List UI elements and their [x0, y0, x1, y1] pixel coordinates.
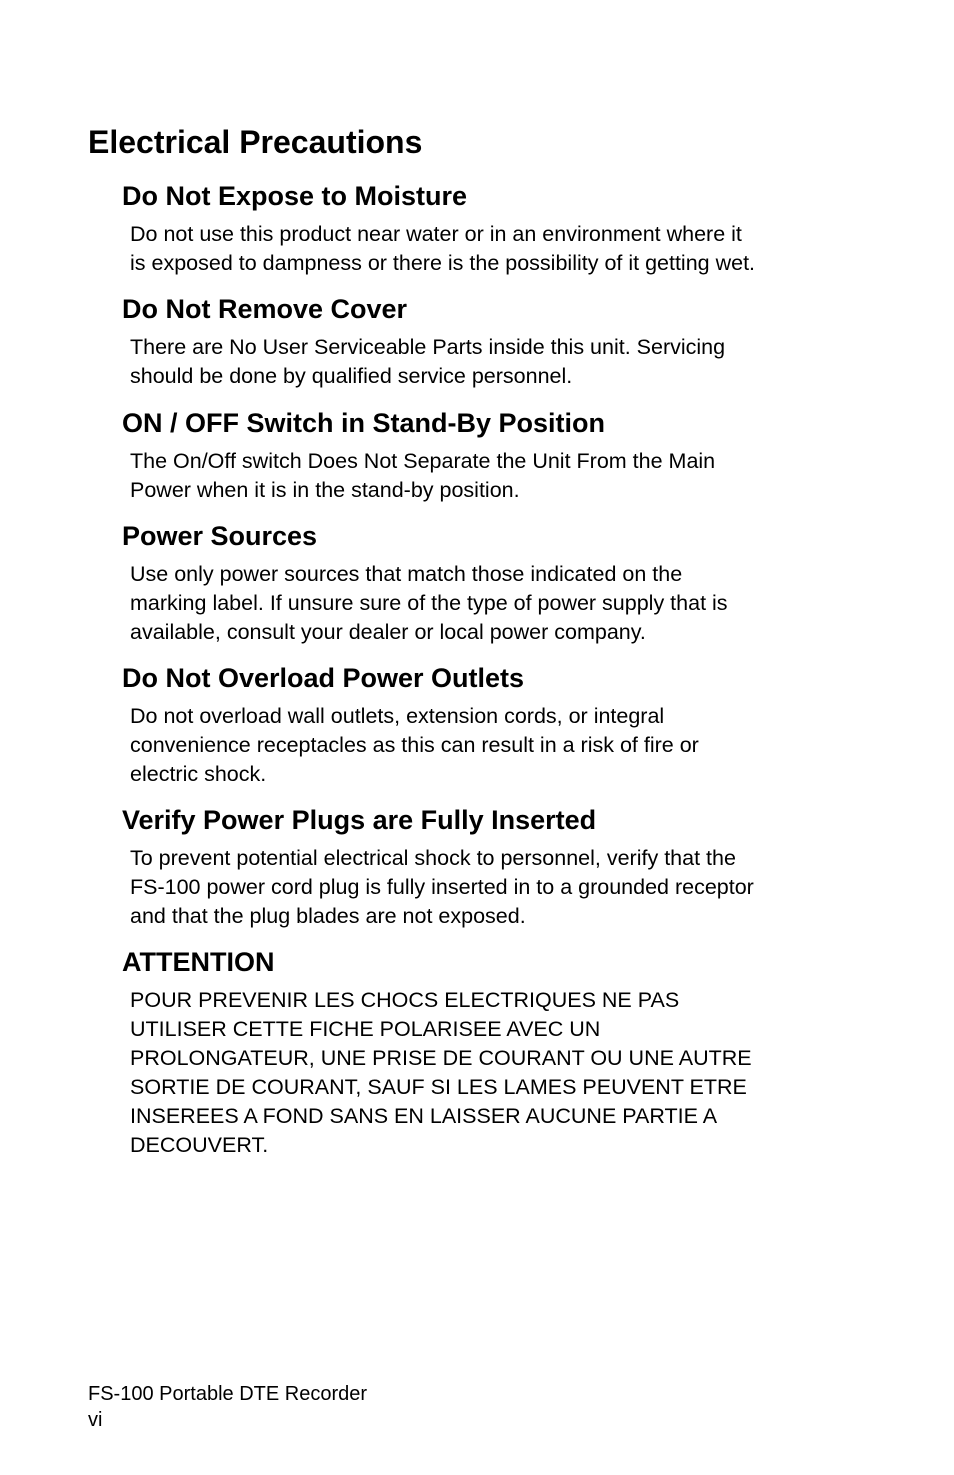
body-line: To prevent potential electrical shock to personnel, verify that the — [130, 846, 736, 870]
section-body — [130, 844, 850, 931]
section-heading: ON / OFF Switch in Stand-By Position — [122, 408, 606, 438]
section-heading: Do Not Remove Cover — [122, 294, 408, 324]
body-line: UTILISER CETTE FICHE POLARISEE AVEC UN — [130, 1017, 601, 1041]
section-heading: Do Not Overload Power Outlets — [122, 663, 525, 693]
body-line: and that the plug blades are not exposed. — [130, 904, 526, 928]
footer-page-number: vi — [88, 1409, 103, 1431]
body-line: FS-100 power cord plug is fully inserted in to a grounded receptor — [130, 875, 754, 899]
body-line: POUR PREVENIR LES CHOCS ELECTRIQUES NE PAS — [130, 988, 680, 1012]
body-line: electric shock. — [130, 762, 267, 786]
body-line: Do not overload wall outlets, extension cords, or integral — [130, 704, 665, 728]
section-body — [130, 220, 850, 278]
body-line: INSEREES A FOND SANS EN LAISSER AUCUNE PARTIE A — [130, 1104, 718, 1128]
body-line: marking label. If unsure sure of the type of power supply that is — [130, 591, 728, 615]
body-line: Use only power sources that match those indicated on the — [130, 562, 683, 586]
section-body — [130, 333, 850, 391]
body-line: DECOUVERT. — [130, 1133, 269, 1157]
page-title: Electrical Precautions — [88, 124, 423, 160]
section-heading: ATTENTION — [122, 947, 275, 977]
body-line: Do not use this product near water or in an environment where it — [130, 222, 742, 246]
section-heading: Power Sources — [122, 521, 318, 551]
body-line: should be done by qualified service personnel. — [130, 364, 573, 388]
section-body — [130, 702, 850, 789]
footer-product-name: FS-100 Portable DTE Recorder — [88, 1383, 368, 1405]
body-line: The On/Off switch Does Not Separate the Unit From the Main — [130, 449, 716, 473]
body-line: Power when it is in the stand-by position. — [130, 478, 520, 502]
body-line: convenience receptacles as this can result in a risk of fire or — [130, 733, 699, 757]
page-footer — [88, 1381, 367, 1433]
section-body — [130, 986, 850, 1160]
section-body — [130, 560, 850, 647]
section-body — [130, 447, 850, 505]
body-line: PROLONGATEUR, UNE PRISE DE COURANT OU UNE AUTRE — [130, 1046, 752, 1070]
body-line: There are No User Serviceable Parts inside this unit. Servicing — [130, 335, 726, 359]
section-heading: Verify Power Plugs are Fully Inserted — [122, 805, 597, 835]
body-line: is exposed to dampness or there is the possibility of it getting wet. — [130, 251, 756, 275]
section-heading: Do Not Expose to Moisture — [122, 181, 468, 211]
body-line: available, consult your dealer or local power company. — [130, 620, 646, 644]
body-line: SORTIE DE COURANT, SAUF SI LES LAMES PEUVENT ETRE — [130, 1075, 747, 1099]
